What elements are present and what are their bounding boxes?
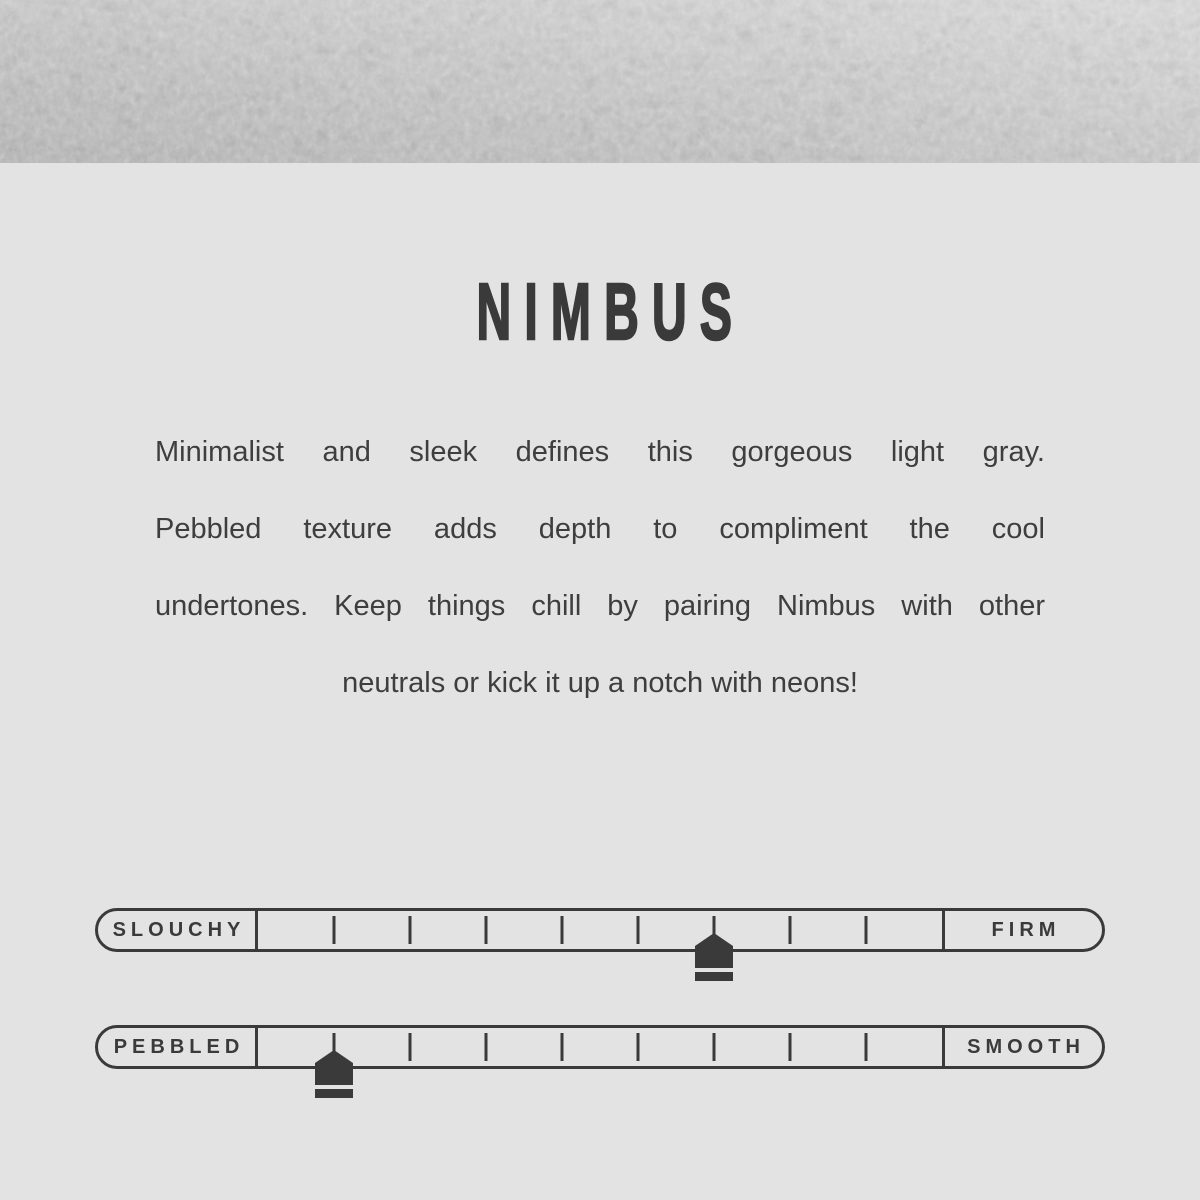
tick-mark	[332, 916, 335, 944]
description-line: Minimalist and sleek defines this gorgeous light gray.	[155, 436, 1045, 468]
scale-marker-pointer	[315, 1050, 353, 1085]
tick-mark	[408, 1033, 411, 1061]
firmness-scale-left-label: SLOUCHY	[98, 911, 258, 949]
scale-marker	[315, 1050, 353, 1098]
scale-marker-base	[315, 1089, 353, 1098]
description-paragraph	[155, 414, 1045, 722]
leather-texture-image	[0, 0, 1200, 163]
tick-mark	[560, 1033, 563, 1061]
scale-marker	[695, 933, 733, 981]
tick-mark	[560, 916, 563, 944]
firmness-scale	[95, 908, 1105, 952]
tick-mark	[713, 1033, 716, 1061]
page-title-text: NIMBUS	[476, 267, 746, 356]
texture-scale	[95, 1025, 1105, 1069]
description-line: Pebbled texture adds depth to compliment the cool	[155, 513, 1045, 545]
tick-mark	[789, 1033, 792, 1061]
leather-texture-svg	[0, 0, 1200, 163]
tick-mark	[485, 916, 488, 944]
tick-mark	[637, 916, 640, 944]
texture-scale-right-label: SMOOTH	[942, 1028, 1102, 1066]
firmness-scale-track	[258, 911, 942, 949]
texture-scale-left-label: PEBBLED	[98, 1028, 258, 1066]
scale-marker-base	[695, 972, 733, 981]
tick-mark	[637, 1033, 640, 1061]
tick-mark	[864, 1033, 867, 1061]
description-line: undertones. Keep things chill by pairing Nimbus with other	[155, 590, 1045, 622]
description-line: neutrals or kick it up a notch with neons!	[342, 667, 858, 699]
tick-mark	[485, 1033, 488, 1061]
tick-mark	[789, 916, 792, 944]
scale-marker-pointer	[695, 933, 733, 968]
texture-scale-track	[258, 1028, 942, 1066]
tick-mark	[408, 916, 411, 944]
page-title	[0, 267, 1200, 356]
firmness-scale-right-label: FIRM	[942, 911, 1102, 949]
tick-mark	[864, 916, 867, 944]
